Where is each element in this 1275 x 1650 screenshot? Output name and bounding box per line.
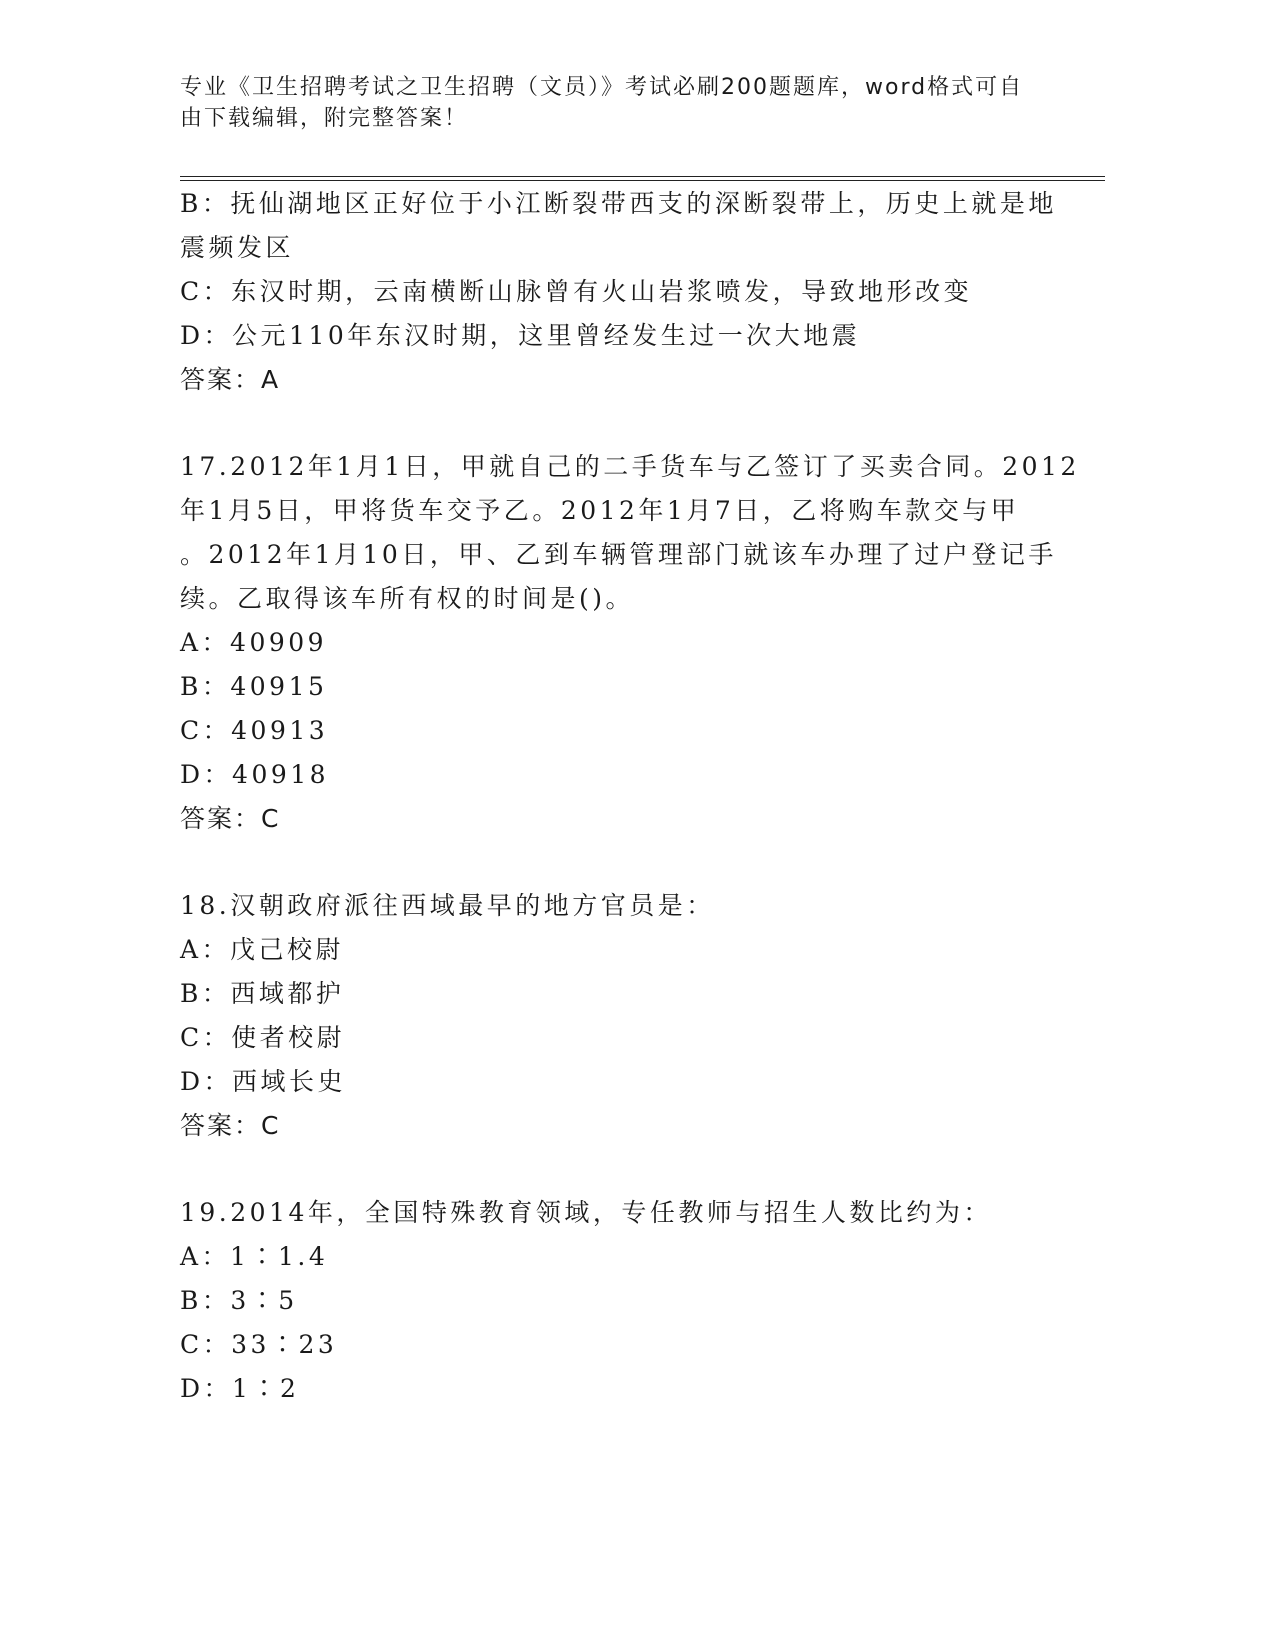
q16-option-b-line-1: B：抚仙湖地区正好位于小江断裂带西支的深断裂带上，历史上就是地 xyxy=(180,189,1057,218)
q18-stem: 18.汉朝政府派往西域最早的地方官员是： xyxy=(180,891,715,920)
q19-option-d: D：1∶2 xyxy=(180,1374,300,1403)
question-18 xyxy=(180,884,1040,1148)
question-19 xyxy=(180,1191,1040,1411)
header-title-line-2: 由下载编辑，附完整答案！ xyxy=(180,106,469,131)
q18-answer: 答案：C xyxy=(180,1111,281,1140)
q19-option-a: A：1∶1.4 xyxy=(180,1242,329,1271)
q17-option-c: C：40913 xyxy=(180,716,329,745)
document-header xyxy=(180,72,1030,134)
question-16-tail xyxy=(180,182,1057,402)
q19-stem: 19.2014年，全国特殊教育领域，专任教师与招生人数比约为： xyxy=(180,1198,992,1227)
q16-answer: 答案：A xyxy=(180,365,281,394)
header-title-line-1: 专业《卫生招聘考试之卫生招聘（文员）》考试必刷200题题库，word格式可自 xyxy=(180,75,1024,100)
q19-option-b: B：3∶5 xyxy=(180,1286,298,1315)
q17-stem-line-1: 17.2012年1月1日，甲就自己的二手货车与乙签订了买卖合同。2012 xyxy=(180,452,1080,481)
q17-stem-line-4: 续。乙取得该车所有权的时间是()。 xyxy=(180,584,635,613)
q17-option-a: A：40909 xyxy=(180,628,328,657)
q17-option-b: B：40915 xyxy=(180,672,328,701)
q16-option-b-line-2: 震频发区 xyxy=(180,233,295,262)
header-rule-bottom xyxy=(180,180,1105,181)
question-spacer xyxy=(180,402,1040,445)
header-double-rule xyxy=(180,176,1105,181)
question-spacer xyxy=(180,1148,1040,1191)
q18-option-c: C：使者校尉 xyxy=(180,1023,346,1052)
question-spacer xyxy=(180,841,1040,884)
q17-option-d: D：40918 xyxy=(180,760,330,789)
q16-option-d: D：公元110年东汉时期，这里曾经发生过一次大地震 xyxy=(180,321,861,350)
q18-option-a: A：戊己校尉 xyxy=(180,935,345,964)
header-rule-top xyxy=(180,176,1105,177)
question-17 xyxy=(180,445,1080,841)
q17-stem-line-2: 年1月5日，甲将货车交予乙。2012年1月7日，乙将购车款交与甲 xyxy=(180,496,1020,525)
q18-option-d: D：西域长史 xyxy=(180,1067,347,1096)
q19-option-c: C：33∶23 xyxy=(180,1330,338,1359)
q17-stem-line-3: 。2012年1月10日，甲、乙到车辆管理部门就该车办理了过户登记手 xyxy=(180,540,1057,569)
q17-answer: 答案：C xyxy=(180,804,281,833)
q18-option-b: B：西域都护 xyxy=(180,979,345,1008)
document-body xyxy=(180,182,1080,1411)
q16-option-c: C：东汉时期，云南横断山脉曾有火山岩浆喷发，导致地形改变 xyxy=(180,277,973,306)
